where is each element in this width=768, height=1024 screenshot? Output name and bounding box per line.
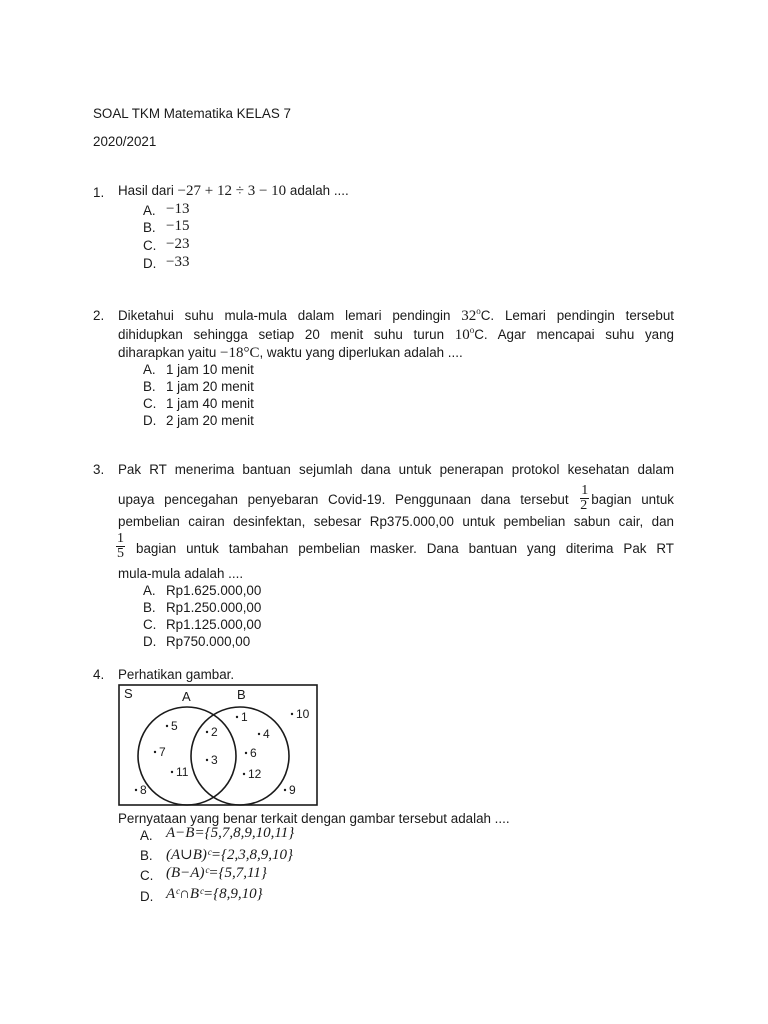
option-letter: C.	[143, 617, 157, 632]
temperature-value	[461, 308, 481, 324]
fraction-denominator: 5	[117, 546, 124, 561]
set-b-label: B	[237, 687, 246, 702]
element-label: 3	[211, 753, 218, 767]
question-number: 3.	[93, 462, 105, 477]
option-letter: A.	[143, 362, 156, 377]
math-expression: −27 + 12 ÷ 3 − 10	[177, 183, 287, 199]
option-text: Aᶜ∩Bᶜ={8,9,10}	[166, 886, 263, 902]
element-dot	[236, 716, 238, 718]
option-text: −33	[166, 254, 190, 270]
stem-text: C. Agar mencapai suhu yang	[474, 327, 674, 342]
option-letter: B.	[143, 220, 156, 235]
question-stem	[118, 183, 349, 200]
option-letter: D.	[143, 256, 157, 271]
element-dot	[166, 725, 168, 727]
element-label: 11	[176, 765, 189, 779]
option-letter: C.	[143, 238, 157, 253]
temperature-value	[455, 327, 475, 343]
number: 32	[461, 308, 477, 324]
option-text: −13	[166, 201, 190, 217]
fraction-numerator: 1	[581, 483, 589, 498]
fraction-denominator: 2	[580, 498, 588, 513]
stem-text: Hasil dari	[118, 183, 174, 198]
set-a-label: A	[182, 689, 191, 704]
question-line	[118, 306, 674, 325]
option-text: −15	[166, 218, 190, 234]
option-text: 1 jam 20 menit	[166, 379, 254, 394]
stem-text: adalah ....	[289, 183, 349, 198]
stem-text: upaya pencegahan penyebaran Covid-19. Penggunaan dana tersebut	[118, 492, 569, 508]
option-text: (A∪B)ᶜ={2,3,8,9,10}	[166, 847, 293, 863]
temperature-value: −18°C	[220, 345, 260, 361]
fraction-one-half	[580, 484, 589, 513]
set-a-circle	[138, 707, 236, 805]
element-dot	[245, 752, 247, 754]
question-line	[118, 483, 674, 515]
question-line: pembelian cairan desinfektan, sebesar Rp375.000,00 untuk pembelian sabun cair, dan	[118, 514, 674, 529]
question-number: 2.	[93, 308, 105, 323]
option-letter: C.	[140, 868, 154, 883]
element-dot	[135, 789, 137, 791]
option-letter: B.	[143, 379, 156, 394]
question-line: bagian untuk tambahan pembelian masker. Dana bantuan yang diterima Pak RT	[136, 541, 674, 556]
stem-text: dihidupkan sehingga setiap 20 menit suhu turun	[118, 327, 445, 342]
option-letter: B.	[143, 600, 156, 615]
stem-text: C. Lemari pendingin tersebut	[480, 308, 674, 323]
venn-diagram	[118, 684, 320, 808]
element-label: 9	[289, 783, 296, 797]
question-line	[118, 325, 674, 344]
question-line: Pak RT menerima bantuan sejumlah dana untuk penerapan protokol kesehatan dalam	[118, 462, 674, 477]
option-text: Rp750.000,00	[166, 634, 251, 649]
option-text: Rp1.250.000,00	[166, 600, 262, 615]
option-letter: C.	[143, 396, 157, 411]
stem-text: , waktu yang diperlukan adalah ....	[259, 345, 463, 360]
element-label: 8	[140, 783, 147, 797]
element-dot	[154, 751, 156, 753]
question-line: mula-mula adalah ....	[118, 566, 244, 581]
element-dot	[206, 731, 208, 733]
question-number: 4.	[93, 667, 105, 682]
option-letter: A.	[143, 583, 156, 598]
option-letter: D.	[143, 634, 157, 649]
stem-text: diharapkan yaitu	[118, 345, 217, 360]
question-line	[118, 345, 463, 362]
element-label: 10	[296, 707, 310, 721]
option-text: 2 jam 20 menit	[166, 413, 254, 428]
element-label: 1	[241, 710, 248, 724]
option-letter: B.	[140, 848, 153, 863]
universe-label: S	[124, 686, 133, 701]
element-label: 7	[159, 745, 166, 759]
stem-text: bagian untuk	[591, 492, 674, 508]
stem-text: Diketahui suhu mula-mula dalam lemari pendingin	[118, 308, 451, 323]
element-label: 6	[250, 746, 257, 760]
question-stem: Pernyataan yang benar terkait dengan gambar tersebut adalah ....	[118, 811, 510, 826]
question-intro: Perhatikan gambar.	[118, 667, 235, 682]
option-text: 1 jam 10 menit	[166, 362, 254, 377]
number: 10	[454, 327, 470, 343]
element-dot	[171, 771, 173, 773]
fraction-one-fifth	[116, 532, 125, 561]
option-letter: D.	[140, 889, 154, 904]
document-year: 2020/2021	[93, 134, 157, 149]
element-dot	[291, 713, 293, 715]
option-letter: A.	[140, 828, 153, 843]
element-dot	[206, 759, 208, 761]
option-text: Rp1.625.000,00	[166, 583, 262, 598]
element-dot	[258, 733, 260, 735]
option-letter: D.	[143, 413, 157, 428]
question-number: 1.	[93, 185, 105, 200]
element-label: 2	[211, 725, 218, 739]
degree-mark: o	[476, 306, 481, 316]
element-dot	[243, 773, 245, 775]
element-label: 12	[248, 767, 262, 781]
element-label: 4	[263, 727, 270, 741]
option-text: A−B={5,7,8,9,10,11}	[166, 825, 295, 841]
document-title: SOAL TKM Matematika KELAS 7	[93, 106, 291, 121]
option-text: (B−A)ᶜ={5,7,11}	[166, 865, 267, 881]
option-letter: A.	[143, 203, 156, 218]
option-text: 1 jam 40 menit	[166, 396, 254, 411]
degree-mark: o	[469, 325, 475, 335]
option-text: Rp1.125.000,00	[166, 617, 262, 632]
set-b-circle	[191, 707, 289, 805]
element-dot	[284, 789, 286, 791]
element-label: 5	[171, 719, 178, 733]
option-text: −23	[166, 236, 190, 252]
fraction-numerator: 1	[117, 531, 124, 546]
